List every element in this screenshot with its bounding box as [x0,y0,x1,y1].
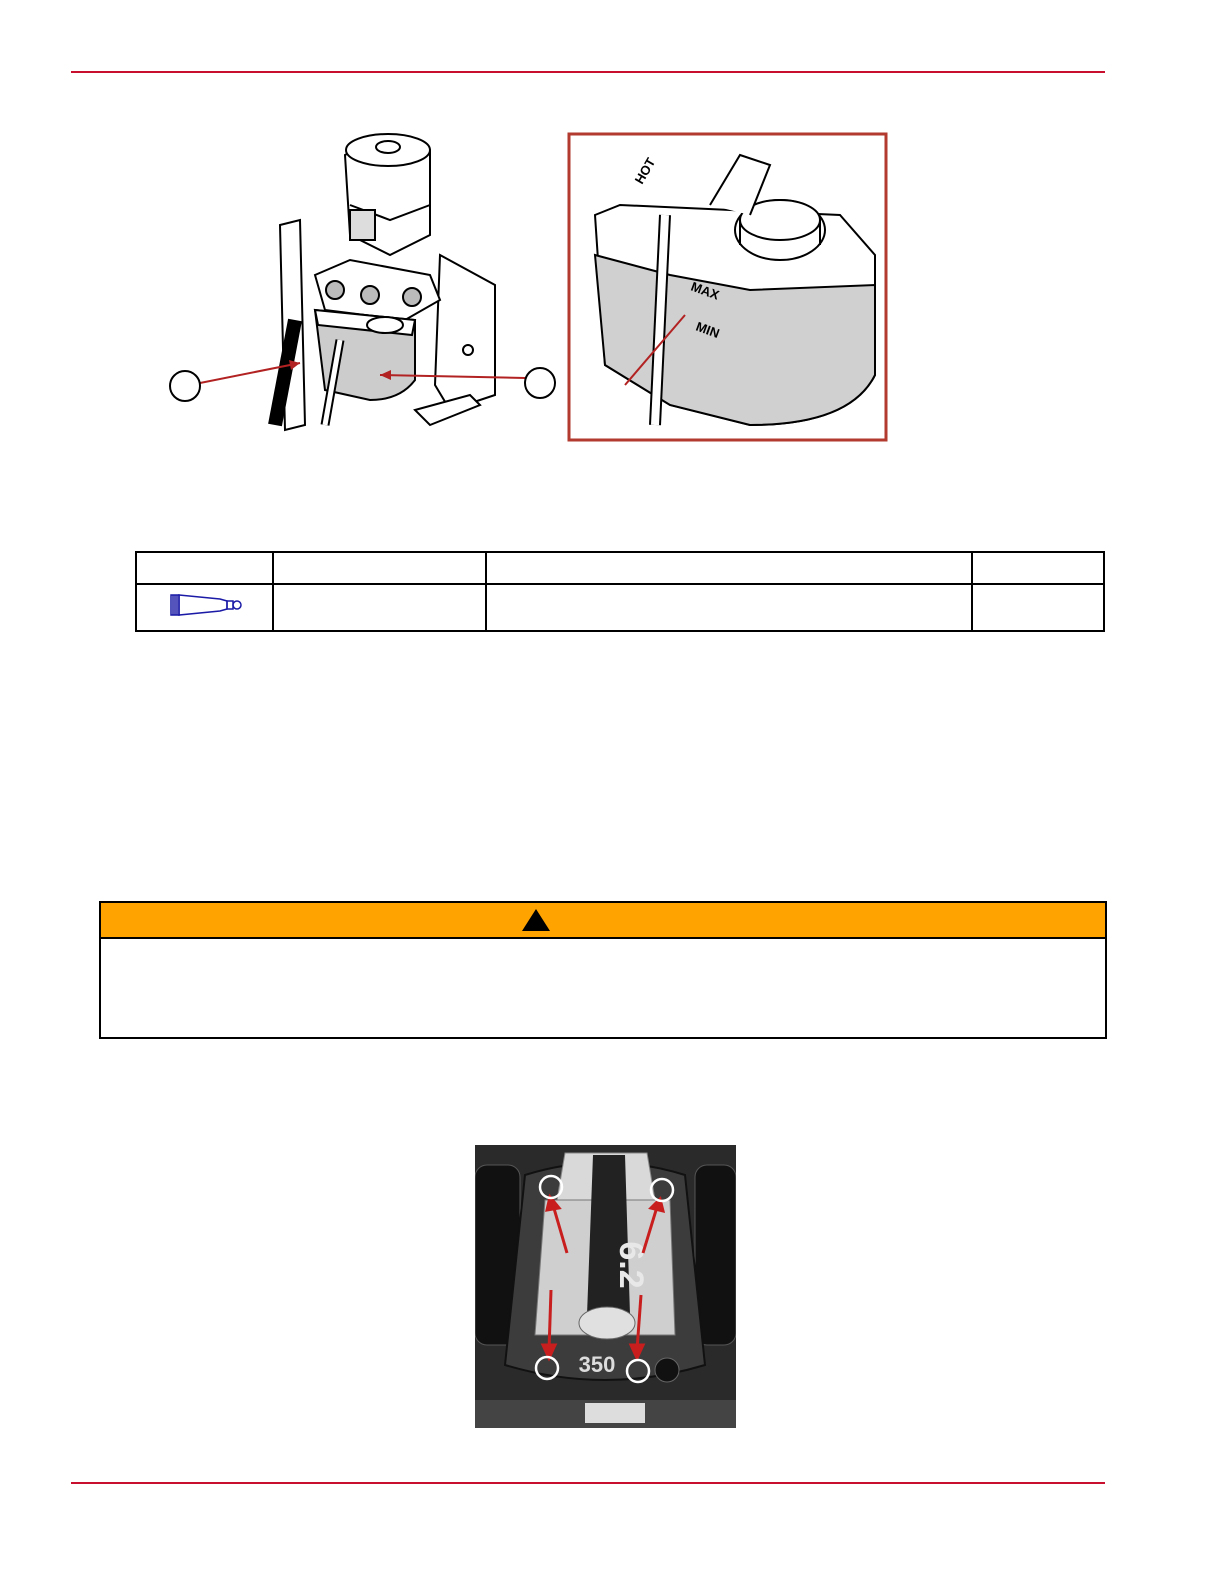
inset-hot-label: HOT [631,155,659,187]
pump-motor [345,134,430,255]
cover-emblem [579,1307,635,1339]
header-cell-description [273,552,486,584]
table-row [136,584,1104,631]
header-cell-ref [136,552,273,584]
callout-circle-1 [170,371,200,401]
lubricant-table [135,551,1105,632]
lubricant-where-used-cell [486,584,972,631]
inset-max-label: MAX [688,278,722,303]
cover-model-text: 350 [578,1352,616,1377]
footer-rule [71,1482,1105,1484]
lubricant-icon-cell [136,584,273,631]
header-cell-where-used [486,552,972,584]
warning-triangle-icon [521,908,551,932]
callout-circle-2 [525,368,555,398]
cover-displacement-text: 6.2 [612,1241,650,1289]
inset-min-label: MIN [693,318,722,341]
warning-box [99,901,1107,1039]
warning-header-bar [101,903,1105,939]
oil-fill-cap [655,1358,679,1382]
table-header-row [136,552,1104,584]
header-rule [71,71,1105,73]
lubricant-description-cell [273,584,486,631]
lubricant-tube-icon [165,589,245,621]
lubricant-part-number-cell [972,584,1104,631]
engine-cover-figure [475,1145,736,1428]
cover-center-stripe [587,1155,630,1315]
header-cell-part-number [972,552,1104,584]
pump-assembly-figure [150,125,910,455]
